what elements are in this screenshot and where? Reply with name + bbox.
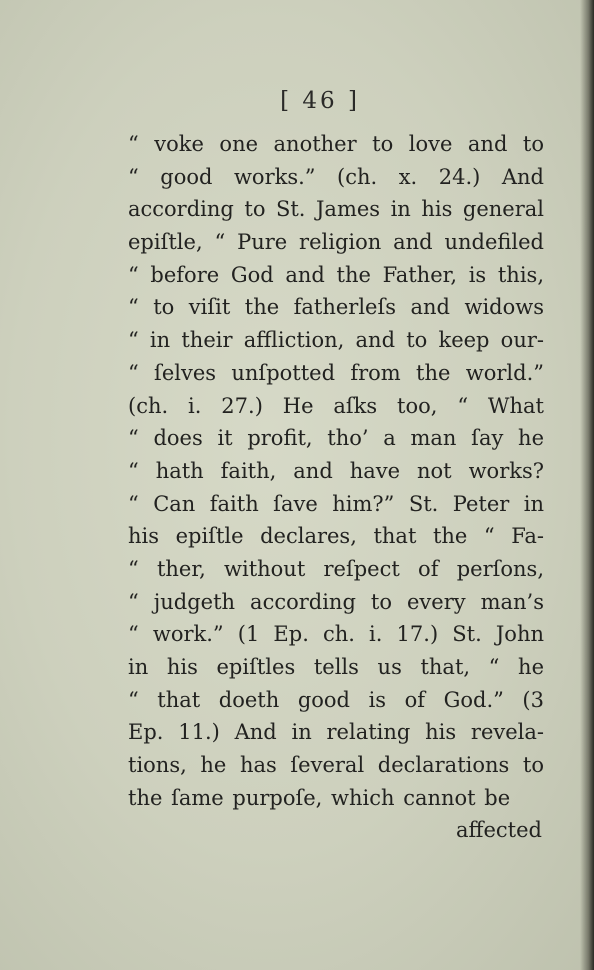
text-line: “ judgeth according to every man’s bbox=[128, 589, 544, 614]
catchword: affected bbox=[456, 818, 542, 842]
text-line: according to St. James in his general bbox=[128, 197, 544, 222]
page-number: [ 46 ] bbox=[280, 88, 360, 114]
text-line: his epiſtle declares, that the “ Fa- bbox=[128, 524, 544, 549]
text-line: “ that doeth good is of God.” (3 bbox=[128, 687, 544, 712]
text-line: (ch. i. 27.) He aſks too, “ What bbox=[128, 393, 544, 418]
text-line: epiſtle, “ Pure religion and undefiled bbox=[128, 230, 544, 255]
text-line: “ good works.” (ch. x. 24.) And bbox=[128, 164, 544, 189]
text-line: “ voke one another to love and to bbox=[128, 132, 544, 156]
text-line: “ to viſit the fatherleſs and widows bbox=[128, 295, 544, 320]
text-line: “ Can faith ſave him?” St. Peter in bbox=[128, 491, 544, 516]
binding-shadow bbox=[580, 0, 594, 970]
body-text bbox=[128, 128, 544, 814]
text-line: the ſame purpoſe, which cannot be bbox=[128, 785, 511, 810]
text-line: “ ther, without reſpect of perſons, bbox=[128, 556, 544, 581]
text-line: Ep. 11.) And in relating his revela- bbox=[128, 720, 544, 745]
text-line: “ ſelves unſpotted from the world.” bbox=[128, 360, 544, 385]
text-line: “ before God and the Father, is this, bbox=[128, 262, 544, 287]
text-line: “ work.” (1 Ep. ch. i. 17.) St. John bbox=[128, 622, 544, 647]
text-line: “ does it profit, tho’ a man ſay he bbox=[128, 426, 544, 451]
text-line: in his epiſtles tells us that, “ he bbox=[128, 655, 544, 679]
text-line: “ hath faith, and have not works? bbox=[128, 458, 544, 483]
text-line: tions, he has ſeveral declarations to bbox=[128, 753, 544, 778]
text-line: “ in their affliction, and to keep our- bbox=[128, 328, 544, 353]
